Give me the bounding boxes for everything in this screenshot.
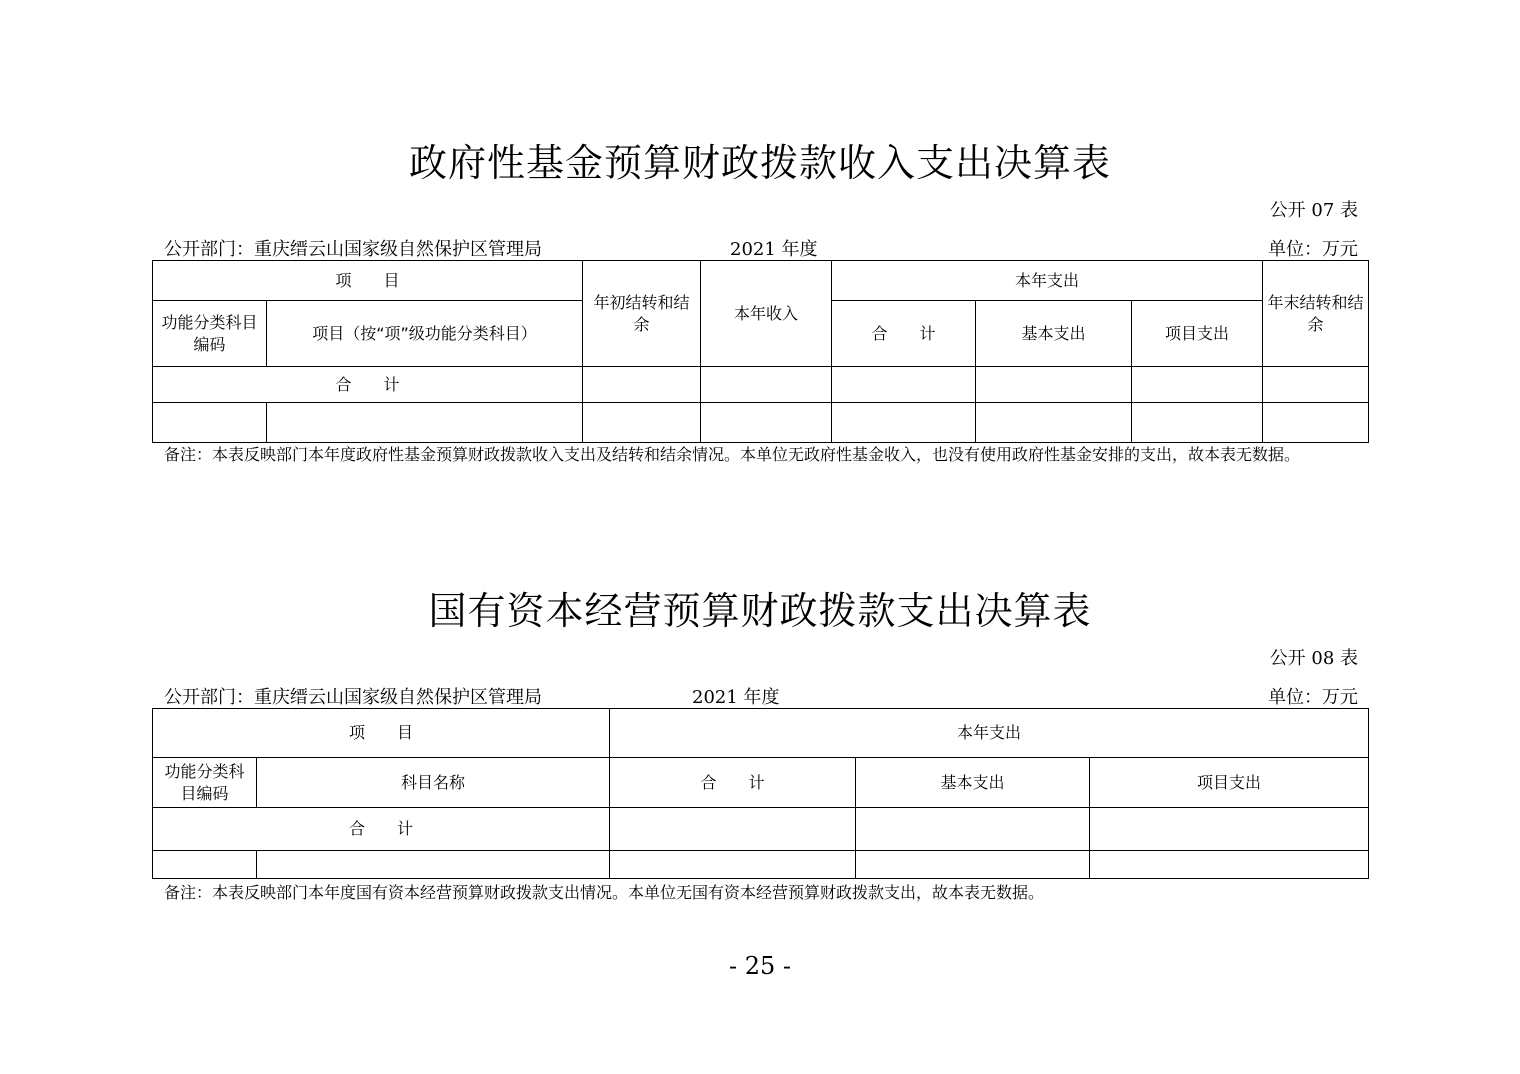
- table-cell: [832, 367, 976, 403]
- table2-header-basic: 基本支出: [856, 758, 1090, 808]
- table-cell: [701, 367, 832, 403]
- table2-header-project: 项目支出: [1090, 758, 1369, 808]
- table1-total-row: [153, 367, 1369, 403]
- table-cell: [976, 367, 1132, 403]
- table-cell: [701, 403, 832, 443]
- table-cell: [976, 403, 1132, 443]
- table-cell: [257, 851, 610, 879]
- table-cell: [856, 808, 1090, 851]
- table1-header-item-name: 项目（按“项”级功能分类科目）: [267, 301, 583, 367]
- table-cell: [856, 851, 1090, 879]
- table1-header-project: 项目支出: [1132, 301, 1263, 367]
- table1-header-item: 项 目: [153, 261, 583, 301]
- table2-header-func-code: 功能分类科目编码: [153, 758, 257, 808]
- table2-code: 公开 08 表: [1269, 648, 1358, 669]
- table2-total-label: 合 计: [153, 808, 610, 851]
- table1-total-label: 合 计: [153, 367, 583, 403]
- table-cell: [1263, 367, 1369, 403]
- table1-dept: 公开部门：重庆缙云山国家级自然保护区管理局: [164, 239, 542, 260]
- table-cell: [583, 367, 701, 403]
- table1-header-func-code: 功能分类科目编码: [153, 301, 267, 367]
- table1-note: 备注：本表反映部门本年度政府性基金预算财政拨款收入支出及结转和结余情况。本单位无政府性基金收入，也没有使用政府性基金安排的支出，故本表无数据。: [164, 445, 1301, 464]
- table-cell: [610, 851, 856, 879]
- table2-year: 2021 年度: [692, 687, 780, 708]
- table2-dept: 公开部门：重庆缙云山国家级自然保护区管理局: [164, 687, 542, 708]
- table-cell: [153, 403, 267, 443]
- table2-header-expense: 本年支出: [610, 709, 1369, 758]
- table1-header-begin-balance: 年初结转和结余: [583, 261, 701, 367]
- table1-grid: [152, 260, 1369, 443]
- table-cell: [832, 403, 976, 443]
- table1-code: 公开 07 表: [1269, 200, 1358, 221]
- table2-header-item: 项 目: [153, 709, 610, 758]
- table-cell: [1132, 367, 1263, 403]
- table-cell: [1263, 403, 1369, 443]
- table1-header-expense: 本年支出: [832, 261, 1263, 301]
- table-cell: [1132, 403, 1263, 443]
- table1-header-income: 本年收入: [701, 261, 832, 367]
- table1-year: 2021 年度: [730, 239, 818, 260]
- table2-empty-row: [153, 851, 1369, 879]
- table-cell: [267, 403, 583, 443]
- page-number: - 25 -: [728, 952, 791, 980]
- table-cell: [610, 808, 856, 851]
- table1-title: 政府性基金预算财政拨款收入支出决算表: [408, 141, 1111, 185]
- table-cell: [1090, 851, 1369, 879]
- table2-header-subject-name: 科目名称: [257, 758, 610, 808]
- table2-total-row: [153, 808, 1369, 851]
- table2-unit: 单位：万元: [1268, 687, 1358, 708]
- table-cell: [153, 851, 257, 879]
- table2-title: 国有资本经营预算财政拨款支出决算表: [428, 589, 1092, 633]
- table1-header-basic: 基本支出: [976, 301, 1132, 367]
- table2-note: 备注：本表反映部门本年度国有资本经营预算财政拨款支出情况。本单位无国有资本经营预算财政拨款支出，故本表无数据。: [164, 883, 1045, 902]
- table-cell: [1090, 808, 1369, 851]
- table-cell: [583, 403, 701, 443]
- table1-unit: 单位：万元: [1268, 239, 1358, 260]
- table2-grid: [152, 708, 1369, 879]
- table1-header-end-balance: 年末结转和结余: [1263, 261, 1369, 367]
- table1-header-total: 合 计: [832, 301, 976, 367]
- table1-empty-row: [153, 403, 1369, 443]
- table2-header-total: 合 计: [610, 758, 856, 808]
